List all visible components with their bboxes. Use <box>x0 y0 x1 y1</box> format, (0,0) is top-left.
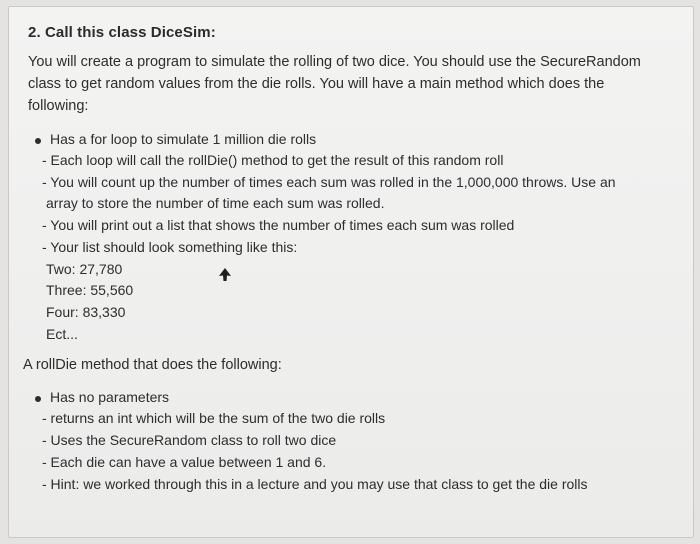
list-item: - Uses the SecureRandom class to roll two dice <box>42 432 337 448</box>
list-item: - You will count up the number of times each sum was rolled in the 1,000,000 throws. Use an <box>42 174 616 190</box>
list-item: - Each loop will call the rollDie() method to get the result of this random roll <box>42 152 504 168</box>
list-item: Has no parameters <box>50 389 170 405</box>
intro-paragraph: You will create a program to simulate the rolling of two dice. You should use the SecureRandom class to get random values from the die rolls. You will have a main method which does the following: <box>28 54 641 114</box>
bullet-icon <box>35 138 41 144</box>
sample-output-line: Three: 55,560 <box>46 282 134 298</box>
bullet-icon <box>35 396 41 402</box>
list-item: - Hint: we worked through this in a lecture and you may use that class to get the die rolls <box>42 476 588 492</box>
sample-output-line: Ect... <box>46 326 78 342</box>
list-item: - You will print out a list that shows the number of times each sum was rolled <box>42 217 515 233</box>
document-page <box>8 6 694 538</box>
list-item: - returns an int which will be the sum of the two die rolls <box>42 410 386 426</box>
list-item: array to store the number of time each sum was rolled. <box>46 195 385 211</box>
list-item: - Each die can have a value between 1 and 6. <box>42 454 327 470</box>
page-title: 2. Call this class DiceSim: <box>28 24 216 41</box>
list-item: Has a for loop to simulate 1 million die rolls <box>50 131 317 147</box>
sample-output-line: Four: 83,330 <box>46 304 126 320</box>
list-item: - Your list should look something like this: <box>42 239 298 255</box>
sample-output-line: Two: 27,780 <box>46 261 123 277</box>
rolldie-heading: A rollDie method that does the following: <box>23 357 282 373</box>
